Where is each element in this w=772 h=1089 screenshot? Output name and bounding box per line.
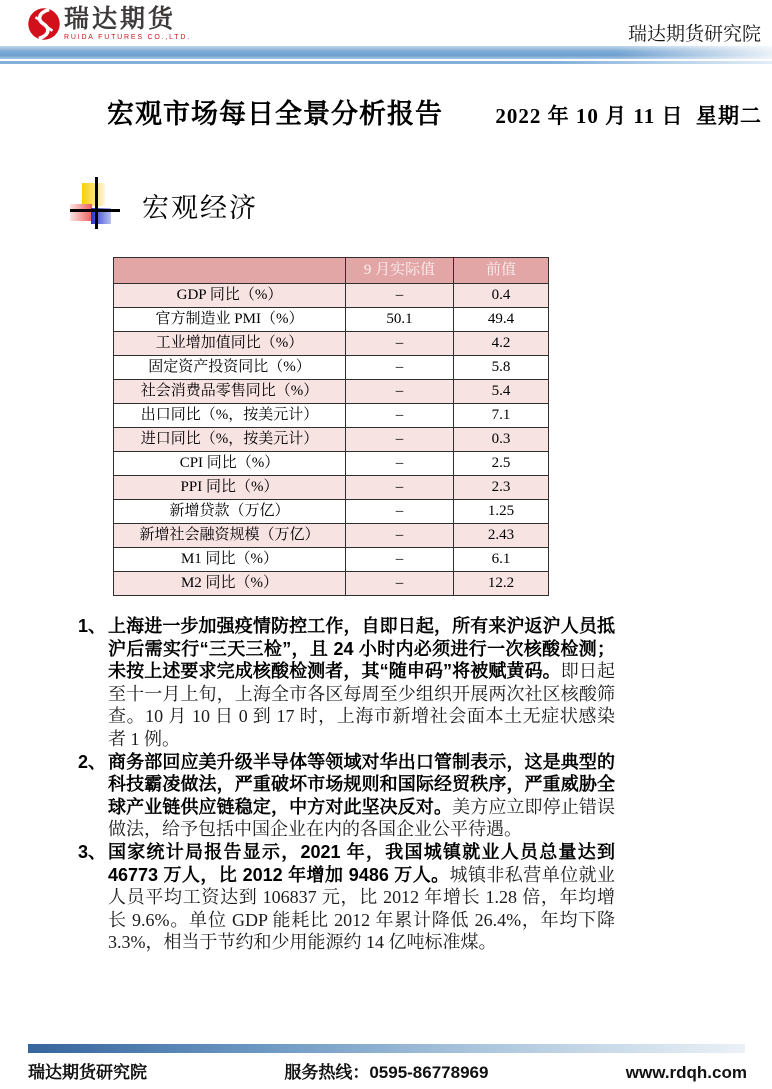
row-prev: 1.25 [454,500,549,524]
row-prev: 0.3 [454,428,549,452]
brand-logo [27,6,191,41]
item-text-rest: 即日起至十一月上旬，上海全市各区每周至少组织开展两次社区核酸筛查。10 月 10 日 0 到 17 时，上海市新增社会面本土无症状感染者 1 例。 [108,661,616,749]
brand-emblem-icon [27,7,61,41]
row-prev: 0.4 [454,284,549,308]
cross-vertical-line [95,177,98,229]
macro-data-table [113,257,549,596]
row-prev: 5.4 [454,380,549,404]
row-actual: – [346,428,454,452]
table-row [114,524,549,548]
row-actual: – [346,572,454,596]
row-label: PPI 同比（%） [114,476,346,500]
row-actual: – [346,452,454,476]
row-actual: – [346,548,454,572]
table-row [114,404,549,428]
row-label: 进口同比（%，按美元计） [114,428,346,452]
row-prev: 6.1 [454,548,549,572]
row-prev: 5.8 [454,356,549,380]
item-text [108,751,615,841]
item-text-bold: 国家统计局报告显示，2021 年，我国城镇就业人员总量达到 46773 万人，比 2012 年增加 9486 万人。 [108,841,615,885]
table-row [114,356,549,380]
item-number: 3、 [78,841,107,862]
footer-divider-bar [28,1044,745,1053]
row-label: 工业增加值同比（%） [114,332,346,356]
table-row [114,548,549,572]
row-actual: – [346,476,454,500]
title-row [107,92,762,131]
table-header-row [114,258,549,284]
header-divider-bar [0,46,772,59]
table-row [114,428,549,452]
color-squares-cross-icon [70,177,130,229]
list-item [78,841,620,954]
row-actual: – [346,500,454,524]
row-actual: – [346,284,454,308]
table-row [114,452,549,476]
footer-hotline: 服务热线：0595-86778969 [284,1063,489,1082]
row-actual: – [346,332,454,356]
news-list [78,615,620,954]
page-header [0,0,772,43]
item-text-bold: 商务部回应美升级半导体等领域对华出口管制表示，这是典型的科技霸凌做法，严重破坏市场规则和国际经贸秩序，严重威胁全球产业链供应链稳定，中方对此坚决反对。 [108,751,615,817]
row-label: CPI 同比（%） [114,452,346,476]
row-actual: – [346,380,454,404]
red-square [70,204,92,221]
row-prev: 7.1 [454,404,549,428]
row-label: GDP 同比（%） [114,284,346,308]
item-text [108,841,615,954]
row-actual: – [346,404,454,428]
item-text [108,615,615,751]
table-row [114,572,549,596]
table-row [114,380,549,404]
row-actual: – [346,356,454,380]
row-label: 出口同比（%，按美元计） [114,404,346,428]
header-indicator [114,258,346,284]
table-row [114,476,549,500]
row-prev: 12.2 [454,572,549,596]
table-row [114,308,549,332]
row-label: 新增贷款（万亿） [114,500,346,524]
yellow-square [82,183,105,206]
brand-name-cn: 瑞达期货 [64,5,177,33]
institute-name: 瑞达期货研究院 [627,24,761,45]
list-item [78,751,620,841]
report-date: 2022 年 10 月 11 日 星期二 [495,104,762,128]
page-footer [28,1058,747,1083]
row-label: 新增社会融资规模（万亿） [114,524,346,548]
row-actual: 50.1 [346,308,454,332]
item-text-rest: 美方应立即停止错误做法，给予包括中国企业在内的各国企业公平待遇。 [108,796,615,840]
row-prev: 2.5 [454,452,549,476]
list-item [78,615,620,751]
row-label: 固定资产投资同比（%） [114,356,346,380]
table-row [114,500,549,524]
section-title: 宏观经济 [142,193,258,223]
cross-horizontal-line [70,209,120,212]
header-divider-line [0,61,772,64]
item-text-bold: 上海进一步加强疫情防控工作，自即日起，所有来沪返沪人员抵沪后需实行“三天三检”，且 24 小时内必须进行一次核酸检测；未按上述要求完成核酸检测者，其“随申码”将被赋黄码。 [108,616,615,682]
row-label: 社会消费品零售同比（%） [114,380,346,404]
item-number: 1、 [78,616,107,636]
brand-name-en: RUIDA FUTURES CO.,LTD. [64,34,191,41]
item-text-rest: 城镇非私营单位就业人员平均工资达到 106837 元，比 2012 年增长 1.28 倍，年均增长 9.6%。单位 GDP 能耗比 2012 年累计降低 26.4%，年均下降 3.3%，相当于节约和少用能源约 14 亿吨标准煤。 [108,864,616,953]
header-previous: 前值 [454,258,549,284]
footer-website-link[interactable]: www.rdqh.com [625,1063,747,1082]
table-row [114,284,549,308]
brand-text [64,6,191,41]
row-actual: – [346,524,454,548]
row-label: M1 同比（%） [114,548,346,572]
row-prev: 2.3 [454,476,549,500]
section-head [70,177,772,229]
row-label: M2 同比（%） [114,572,346,596]
header-actual: 9 月实际值 [346,258,454,284]
report-title: 宏观市场每日全景分析报告 [107,99,443,129]
row-prev: 2.43 [454,524,549,548]
footer-institute: 瑞达期货研究院 [28,1063,147,1082]
table-row [114,332,549,356]
row-prev: 49.4 [454,308,549,332]
row-prev: 4.2 [454,332,549,356]
item-number: 2、 [78,751,107,772]
row-label: 官方制造业 PMI（%） [114,308,346,332]
